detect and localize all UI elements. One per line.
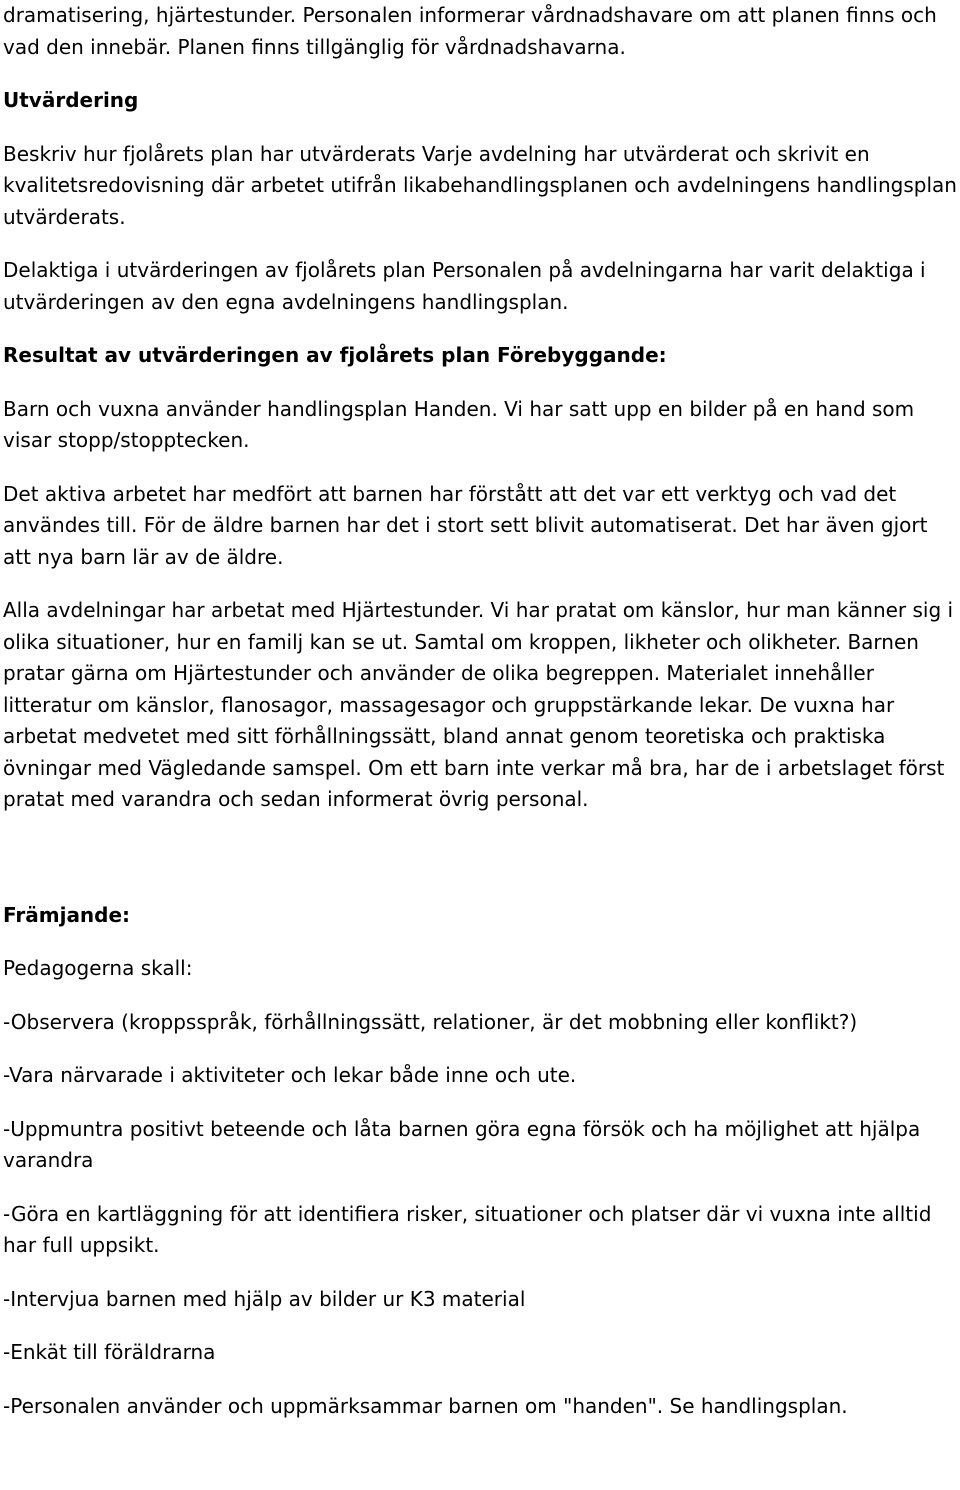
promoting-heading: Främjande: xyxy=(3,902,131,927)
promoting-list-item: -Personalen använder och uppmärksammar barnen om "handen". Se handlingsplan. xyxy=(3,1393,848,1418)
results-paragraph: Det aktiva arbetet har medfört att barnen har förstått att det var ett verktyg och vad det användes till. För de äldre barnen har det i stort sett blivit automatiserat. Det har även gjort att nya barn lär av de äldre. xyxy=(3,481,928,569)
intro-paragraph: dramatisering, hjärtestunder. Personalen informerar vårdnadshavare om att planen finns och vad den innebär. Planen finns tillgänglig för vårdnadshavarna. xyxy=(3,3,937,59)
promoting-lead: Pedagogerna skall: xyxy=(3,956,193,980)
evaluation-describe-paragraph: Beskriv hur fjolårets plan har utvärderats Varje avdelning har utvärderat och skrivit en kvalitetsredovisning där arbetet utifrån likabehandlingsplanen och avdelningens handlingsplan utvärderats. xyxy=(3,141,957,229)
promoting-list-item: -Observera (kroppsspråk, förhållningssätt, relationer, är det mobbning eller konflikt?) xyxy=(3,1009,858,1034)
evaluation-participants-paragraph: Delaktiga i utvärderingen av fjolårets plan Personalen på avdelningarna har varit delaktiga i utvärderingen av den egna avdelningens handlingsplan. xyxy=(3,258,926,314)
results-heading: Resultat av utvärderingen av fjolårets plan Förebyggande: xyxy=(3,343,667,367)
results-paragraph: Barn och vuxna använder handlingsplan Handen. Vi har satt upp en bilder på en hand som visar stopp/stopptecken. xyxy=(3,396,915,452)
promoting-list-item: -Göra en kartläggning för att identifiera risker, situationer och platser där vi vuxna inte alltid har full uppsikt. xyxy=(3,1201,932,1257)
results-paragraph: Alla avdelningar har arbetat med Hjärtestunder. Vi har pratat om känslor, hur man känner sig i olika situationer, hur en familj kan se ut. Samtal om kroppen, likheter och olikheter. Barnen pratar gärna om Hjärtestunder och använder de olika begreppen. Materialet innehåller litteratur om känslor, flanosagor, massagesagor och gruppstärkande lekar. De vuxna har arbetat medvetet med sitt förhållningssätt, bland annat genom teoretiska och praktiska övningar med Vägledande samspel. Om ett barn inte verkar må bra, har de i arbetslaget först pratat med varandra och sedan informerat övrig personal. xyxy=(3,598,954,811)
promoting-list-item: -Intervjua barnen med hjälp av bilder ur K3 material xyxy=(3,1286,526,1311)
evaluation-heading: Utvärdering xyxy=(3,88,139,112)
document-page xyxy=(3,0,958,1422)
promoting-list-item: -Vara närvarade i aktiviteter och lekar både inne och ute. xyxy=(3,1063,577,1087)
promoting-list-item: -Uppmuntra positivt beteende och låta barnen göra egna försök och ha möjlighet att hjälpa varandra xyxy=(3,1116,921,1172)
promoting-list-item: -Enkät till föräldrarna xyxy=(3,1340,216,1364)
